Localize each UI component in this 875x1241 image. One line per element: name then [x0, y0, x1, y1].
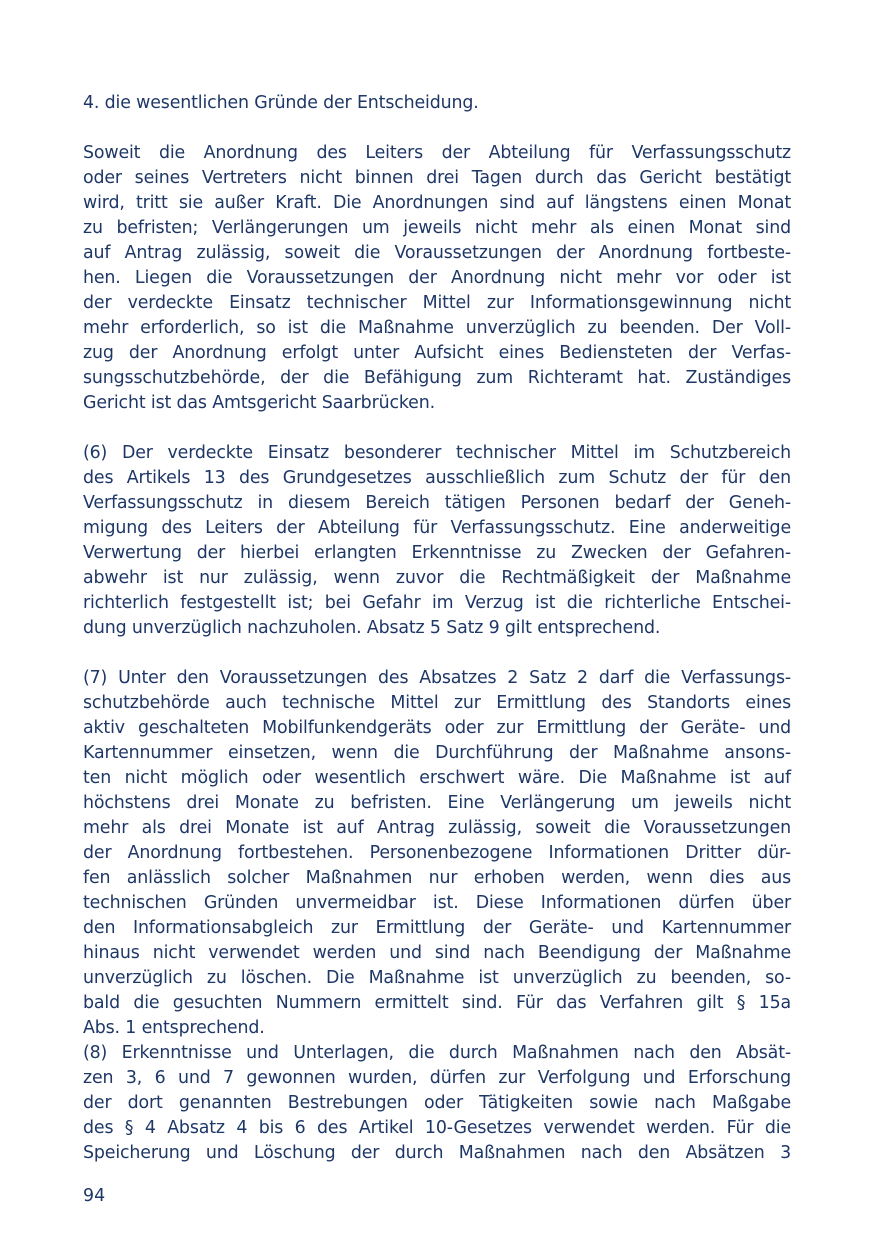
text-line: 4. die wesentlichen Gründe der Entscheidung. — [83, 93, 479, 113]
text-line: sungsschutzbehörde, der die Befähigung zum Richteramt hat. Zuständiges — [83, 368, 791, 388]
text-line: des Artikels 13 des Grundgesetzes ausschließlich zum Schutz der für den — [83, 468, 791, 488]
text-line: ten nicht möglich oder wesentlich erschwert wäre. Die Maßnahme ist auf — [83, 768, 791, 788]
text-line: der dort genannten Bestrebungen oder Tätigkeiten sowie nach Maßgabe — [83, 1093, 791, 1113]
text-line: dung unverzüglich nachzuholen. Absatz 5 Satz 9 gilt entsprechend. — [83, 618, 661, 638]
text-line: mehr als drei Monate ist auf Antrag zulässig, soweit die Voraussetzungen — [83, 818, 791, 838]
list-item-4 — [83, 91, 791, 116]
text-line: unverzüglich zu löschen. Die Maßnahme ist unverzüglich zu beenden, so- — [83, 968, 791, 988]
text-line: des § 4 Absatz 4 bis 6 des Artikel 10-Gesetzes verwendet werden. Für die — [83, 1118, 791, 1138]
page-number: 94 — [83, 1186, 106, 1206]
text-line: hinaus nicht verwendet werden und sind nach Beendigung der Maßnahme — [83, 943, 791, 963]
text-line: oder seines Vertreters nicht binnen drei Tagen durch das Gericht bestätigt — [83, 168, 791, 188]
text-line: zu befristen; Verlängerungen um jeweils nicht mehr als einen Monat sind — [83, 218, 791, 238]
text-line: den Informationsabgleich zur Ermittlung der Geräte- und Kartennummer — [83, 918, 791, 938]
text-line: migung des Leiters der Abteilung für Verfassungsschutz. Eine anderweitige — [83, 518, 791, 538]
text-line: aktiv geschalteten Mobilfunkendgeräts oder zur Ermittlung der Geräte- und — [83, 718, 791, 738]
text-line: der Anordnung fortbestehen. Personenbezogene Informationen Dritter dür- — [83, 843, 791, 863]
text-line: zug der Anordnung erfolgt unter Aufsicht eines Bediensteten der Verfas- — [83, 343, 791, 363]
text-line: Verfassungsschutz in diesem Bereich tätigen Personen bedarf der Geneh- — [83, 493, 791, 513]
text-line: bald die gesuchten Nummern ermittelt sind. Für das Verfahren gilt § 15a — [83, 993, 791, 1013]
text-line: auf Antrag zulässig, soweit die Voraussetzungen der Anordnung fortbeste- — [83, 243, 791, 263]
text-line: Soweit die Anordnung des Leiters der Abteilung für Verfassungsschutz — [83, 143, 791, 163]
text-line: (6) Der verdeckte Einsatz besonderer technischer Mittel im Schutzbereich — [83, 443, 791, 463]
text-line: schutzbehörde auch technische Mittel zur Ermittlung des Standorts eines — [83, 693, 791, 713]
text-line: abwehr ist nur zulässig, wenn zuvor die Rechtmäßigkeit der Maßnahme — [83, 568, 791, 588]
paragraph-8 — [83, 1041, 791, 1166]
text-line: zen 3, 6 und 7 gewonnen wurden, dürfen zur Verfolgung und Erforschung — [83, 1068, 791, 1088]
text-line: hen. Liegen die Voraussetzungen der Anordnung nicht mehr vor oder ist — [83, 268, 791, 288]
text-line: Gericht ist das Amtsgericht Saarbrücken. — [83, 393, 435, 413]
text-line: der verdeckte Einsatz technischer Mittel zur Informationsgewinnung nicht — [83, 293, 791, 313]
text-line: Abs. 1 entsprechend. — [83, 1018, 265, 1038]
paragraph-7 — [83, 666, 791, 1041]
paragraph-5-continuation — [83, 141, 791, 416]
document-body — [83, 91, 791, 1166]
text-line: (7) Unter den Voraussetzungen des Absatzes 2 Satz 2 darf die Verfassungs- — [83, 668, 791, 688]
text-line: (8) Erkenntnisse und Unterlagen, die durch Maßnahmen nach den Absät- — [83, 1043, 791, 1063]
text-line: fen anlässlich solcher Maßnahmen nur erhoben werden, wenn dies aus — [83, 868, 791, 888]
text-line: mehr erforderlich, so ist die Maßnahme unverzüglich zu beenden. Der Voll- — [83, 318, 791, 338]
paragraph-6 — [83, 441, 791, 641]
text-line: richterlich festgestellt ist; bei Gefahr im Verzug ist die richterliche Entschei- — [83, 593, 791, 613]
text-line: Kartennummer einsetzen, wenn die Durchführung der Maßnahme ansons- — [83, 743, 791, 763]
text-line: wird, tritt sie außer Kraft. Die Anordnungen sind auf längstens einen Monat — [83, 193, 791, 213]
text-line: höchstens drei Monate zu befristen. Eine Verlängerung um jeweils nicht — [83, 793, 791, 813]
text-line: technischen Gründen unvermeidbar ist. Diese Informationen dürfen über — [83, 893, 791, 913]
text-line: Speicherung und Löschung der durch Maßnahmen nach den Absätzen 3 — [83, 1143, 791, 1163]
text-line: Verwertung der hierbei erlangten Erkenntnisse zu Zwecken der Gefahren- — [83, 543, 791, 563]
